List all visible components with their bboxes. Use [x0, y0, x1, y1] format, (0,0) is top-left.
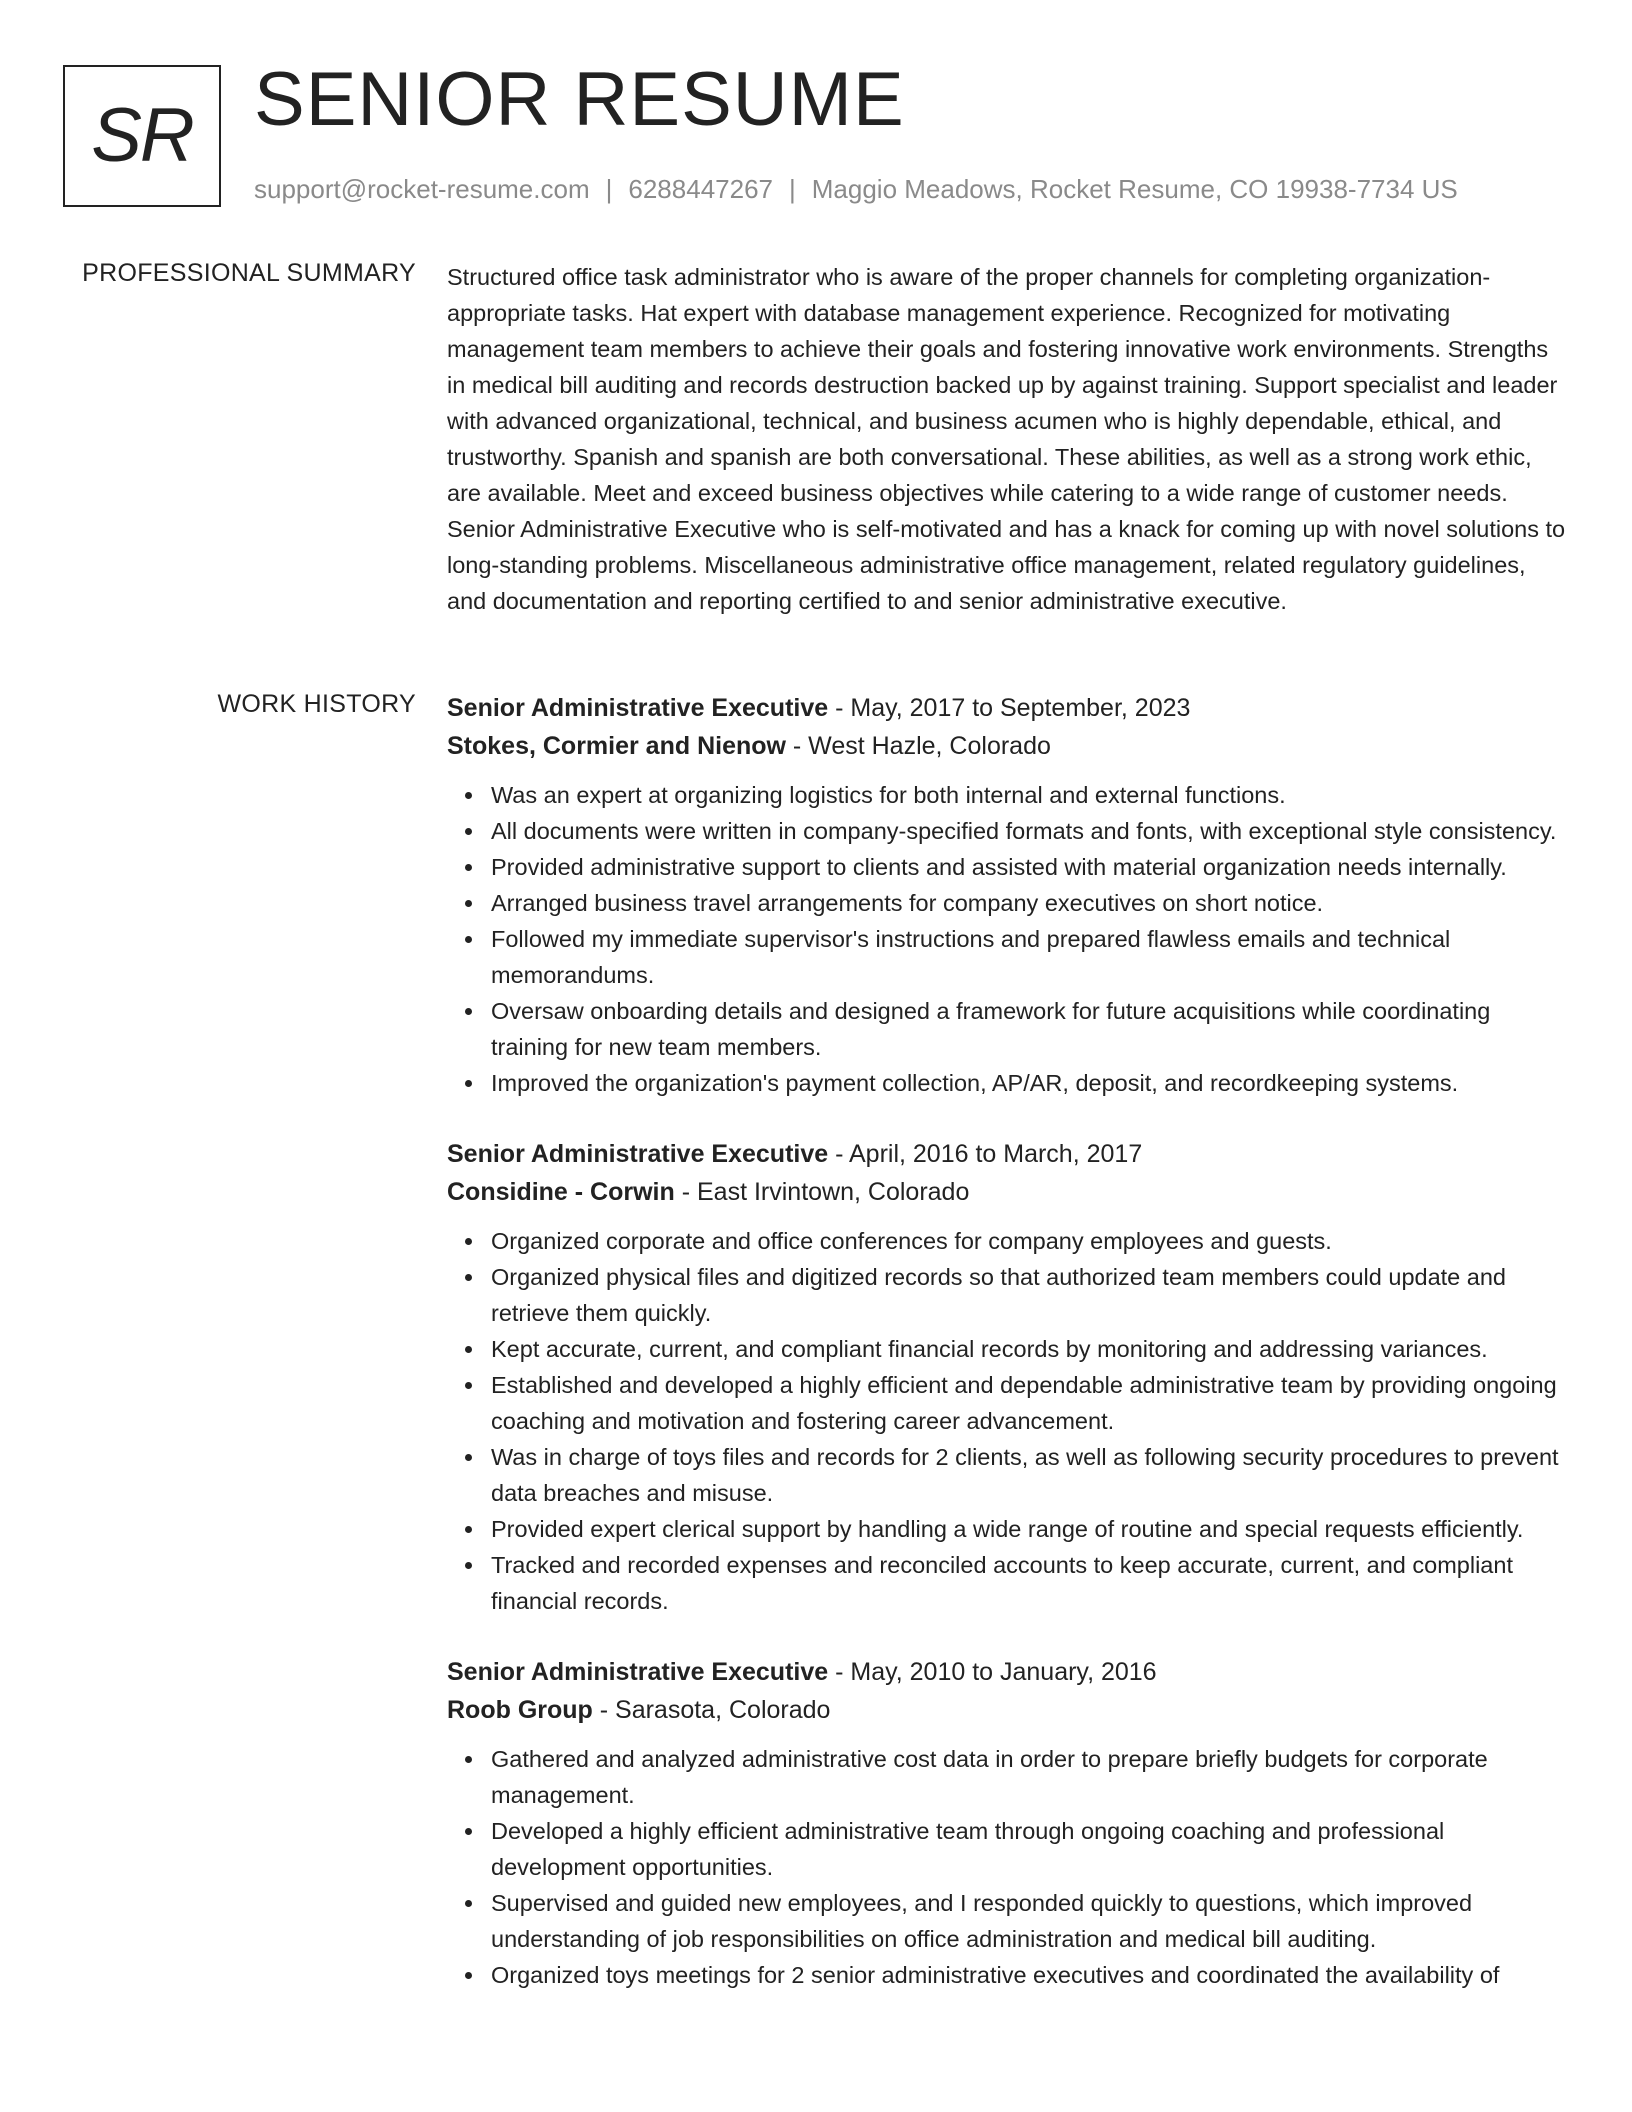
job-bullet: Arranged business travel arrangements for company executives on short notice.	[491, 885, 1569, 921]
job-bullet: Established and developed a highly efficient and dependable administrative team by providing ongoing coaching and motivation and fostering career advancement.	[491, 1367, 1569, 1439]
contact-address: Maggio Meadows, Rocket Resume, CO 19938-7734 US	[811, 174, 1458, 204]
job-bullet-list	[447, 1741, 1569, 1993]
job-company: Roob Group	[447, 1696, 593, 1724]
job-company-line	[447, 1173, 1569, 1211]
job-bullet: All documents were written in company-specified formats and fonts, with exceptional style consistency.	[491, 813, 1569, 849]
summary-text: Structured office task administrator who is aware of the proper channels for completing organization-appropriate tasks. Hat expert with database management experience. Recognized for motivating management team members to achieve their goals and fostering innovative work environments. Strengths in medical bill auditing and records destruction backed up by against training. Support specialist and leader with advanced organizational, technical, and business acumen who is highly dependable, ethical, and trustworthy. Spanish and spanish are both conversational. These abilities, as well as a strong work ethic, are available. Meet and exceed business objectives while catering to a wide range of customer needs. Senior Administrative Executive who is self-motivated and has a knack for coming up with novel solutions to long-standing problems. Miscellaneous administrative office management, related regulatory guidelines, and documentation and reporting certified to and senior administrative executive.	[447, 264, 1566, 614]
job-bullet: Organized corporate and office conferences for company employees and guests.	[491, 1223, 1569, 1259]
contact-email: support@rocket-resume.com	[254, 174, 590, 204]
job-company-line	[447, 1691, 1569, 1729]
summary-heading: PROFESSIONAL SUMMARY	[82, 259, 416, 287]
job-bullet: Organized physical files and digitized records so that authorized team members could update and retrieve them quickly.	[491, 1259, 1569, 1331]
job-title-line	[447, 1653, 1569, 1691]
job-bullet: Oversaw onboarding details and designed a framework for future acquisitions while coordinating training for new team members.	[491, 993, 1569, 1065]
job-title: Senior Administrative Executive	[447, 694, 829, 722]
job-bullet: Tracked and recorded expenses and reconciled accounts to keep accurate, current, and compliant financial records.	[491, 1547, 1569, 1619]
job-bullet: Was an expert at organizing logistics for both internal and external functions.	[491, 777, 1569, 813]
job-location: - West Hazle, Colorado	[785, 732, 1051, 760]
summary-section	[447, 259, 1569, 619]
job-bullet: Was in charge of toys files and records for 2 clients, as well as following security procedures to prevent data breaches and misuse.	[491, 1439, 1569, 1511]
monogram-initials: SR	[91, 93, 193, 178]
contact-phone: 6288447267	[628, 174, 773, 204]
contact-line	[254, 174, 1458, 205]
job-dates: - May, 2010 to January, 2016	[828, 1658, 1157, 1686]
job-entry	[447, 1135, 1569, 1619]
job-bullet-list	[447, 1223, 1569, 1619]
job-title-line	[447, 1135, 1569, 1173]
job-dates: - May, 2017 to September, 2023	[828, 694, 1191, 722]
resume-name: SENIOR RESUME	[254, 57, 905, 142]
job-bullet: Supervised and guided new employees, and I responded quickly to questions, which improved understanding of job responsibilities on office administration and medical bill auditing.	[491, 1885, 1569, 1957]
job-title-line	[447, 689, 1569, 727]
job-entry	[447, 689, 1569, 1101]
job-bullet-list	[447, 777, 1569, 1101]
contact-separator: |	[605, 174, 613, 204]
job-bullet: Followed my immediate supervisor's instructions and prepared flawless emails and technical memorandums.	[491, 921, 1569, 993]
job-bullet: Provided expert clerical support by handling a wide range of routine and special requests efficiently.	[491, 1511, 1569, 1547]
job-bullet: Developed a highly efficient administrative team through ongoing coaching and professional development opportunities.	[491, 1813, 1569, 1885]
job-dates: - April, 2016 to March, 2017	[828, 1140, 1143, 1168]
job-company: Stokes, Cormier and Nienow	[447, 732, 786, 760]
contact-separator: |	[789, 174, 796, 204]
job-bullet: Organized toys meetings for 2 senior administrative executives and coordinated the availability of	[491, 1957, 1569, 1993]
job-entry	[447, 1653, 1569, 1993]
job-company-line	[447, 727, 1569, 765]
job-title: Senior Administrative Executive	[447, 1658, 829, 1686]
job-title: Senior Administrative Executive	[447, 1140, 829, 1168]
job-bullet: Provided administrative support to clients and assisted with material organization needs internally.	[491, 849, 1569, 885]
job-bullet: Gathered and analyzed administrative cost data in order to prepare briefly budgets for corporate management.	[491, 1741, 1569, 1813]
job-location: - Sarasota, Colorado	[592, 1696, 831, 1724]
job-bullet: Kept accurate, current, and compliant financial records by monitoring and addressing variances.	[491, 1331, 1569, 1367]
job-company: Considine - Corwin	[447, 1178, 675, 1206]
job-location: - East Irvintown, Colorado	[674, 1178, 970, 1206]
monogram-box	[63, 65, 221, 207]
work-history-heading: WORK HISTORY	[217, 690, 416, 718]
work-history-section	[447, 689, 1569, 1993]
job-bullet: Improved the organization's payment collection, AP/AR, deposit, and recordkeeping systems.	[491, 1065, 1569, 1101]
